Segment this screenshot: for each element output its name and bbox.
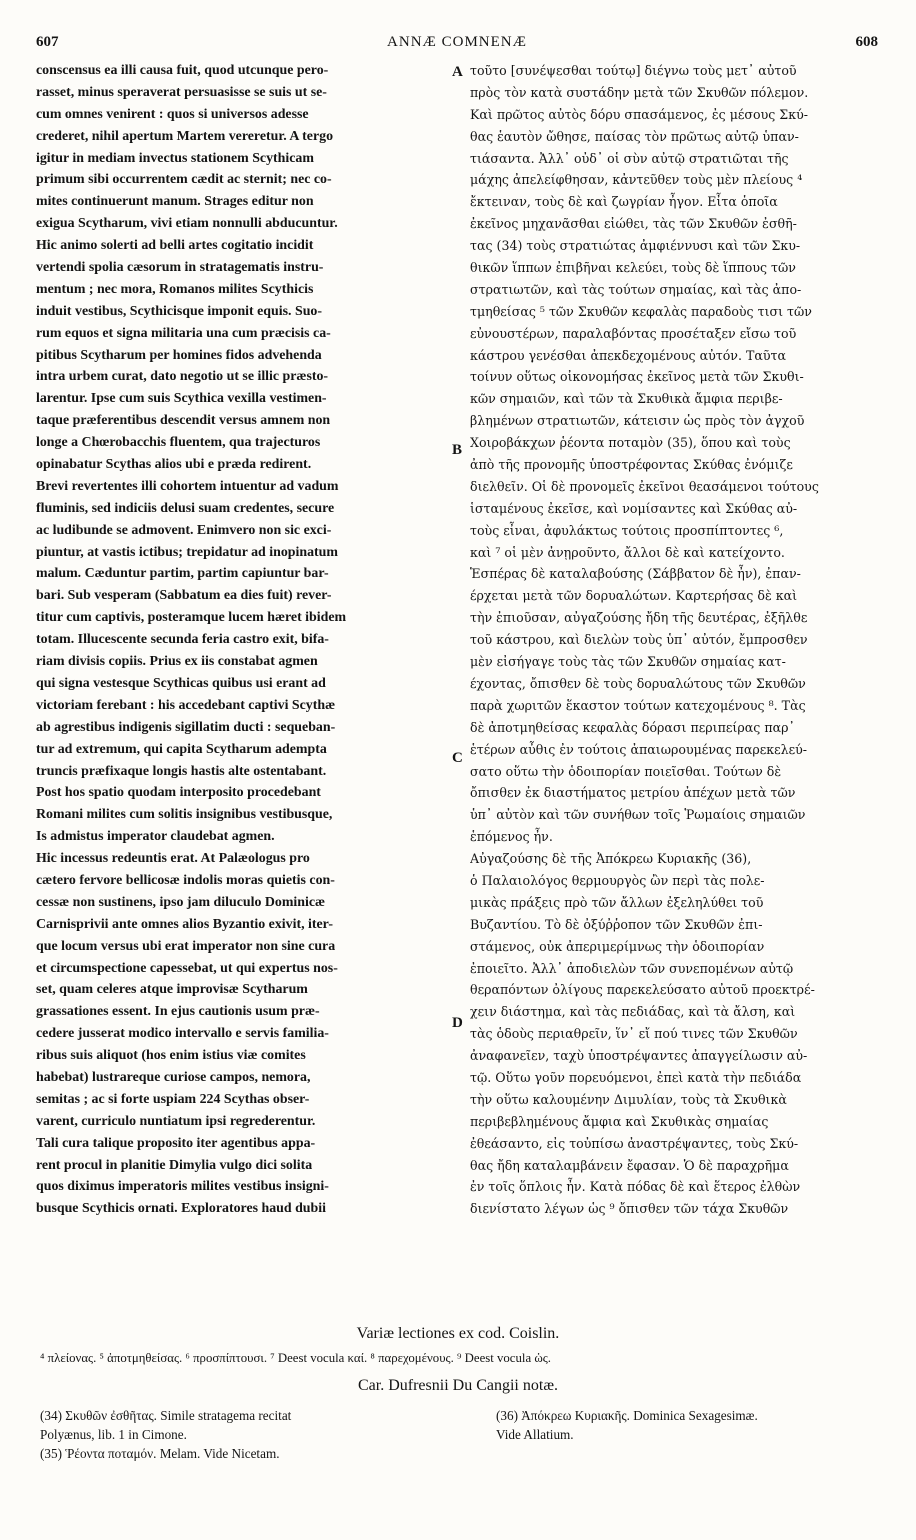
text-line: ἀναφανεῖεν, ταχὺ ὑποστρέψαντες ἀπαγγείλωσιν αὐ- bbox=[470, 1048, 808, 1064]
margin-letter-d: D bbox=[452, 1015, 463, 1031]
text-line: qui signa vestesque Scythicas quibus usi erant ad bbox=[36, 675, 326, 691]
text-line: rent procul in planitie Dimylia vulgo dici solita bbox=[36, 1157, 313, 1173]
note-line: (36) Ἀπόκρεω Κυριακῆς. Dominica Sexagesimæ. bbox=[496, 1408, 758, 1423]
text-line: fluminis, sed indiciis delusi suam credentes, secure bbox=[36, 500, 335, 516]
text-line: σατο οὕτω τὴν ὁδοιπορίαν ποιεῖσθαι. Τούτων δὲ bbox=[470, 763, 782, 779]
text-line: Carnisprivii ante omnes alios Byzantio exivit, iter- bbox=[36, 916, 333, 932]
text-line: μὲν εἰσήγαγε τοὺς τὰς τῶν Σκυθῶν σημαίας κατ- bbox=[470, 654, 786, 670]
margin-letter-a: A bbox=[452, 64, 463, 80]
text-line: Brevi revertentes illi cohortem intuentur ad vadum bbox=[36, 478, 339, 494]
variant-readings-text: ⁴ πλείονας. ⁵ ἀποτμηθείσας. ⁶ προσπίπτουσι. ⁷ Deest vocula καί. ⁸ παρεχομένους. ⁹ Deest vocula ὡς. bbox=[40, 1351, 552, 1365]
text-line: ribus suis aliquot (hos enim istius viæ comites bbox=[36, 1048, 306, 1064]
text-line: riam divisis copiis. Prius ex iis constabat agmen bbox=[36, 654, 318, 670]
text-line: Hic incessus redeuntis erat. At Palæologus pro bbox=[36, 851, 310, 867]
text-line: et circumspectione capessebat, ut qui expertus nos- bbox=[36, 960, 338, 976]
text-line: κάστρου γενέσθαι ἀπεκδεχομένους αὐτόν. Ταῦτα bbox=[470, 347, 786, 363]
text-line: malum. Cæduntur partim, partim capiuntur bar- bbox=[36, 566, 329, 582]
text-line: διενίστατο λέγων ὡς ⁹ ὄπισθεν τῶν τάχα Σκυθῶν bbox=[470, 1201, 789, 1217]
text-line: τοὺς εἶναι, ἀφυλάκτως τούτοις προσπίπτοντες ⁶, bbox=[470, 522, 784, 538]
text-line: τοῦ κάστρου, καὶ διελὼν τοὺς ὑπ᾽ αὐτόν, ἔμπροσθεν bbox=[470, 632, 808, 648]
text-line: bari. Sub vesperam (Sabbatum ea dies fuit) rever- bbox=[36, 588, 332, 604]
text-line: τῷ. Οὕτω γοῦν πορευόμενοι, ἐπεὶ κατὰ τὴν πεδιάδα bbox=[470, 1069, 802, 1085]
text-line: Αὐγαζούσης δὲ τῆς Ἀπόκρεω Κυριακῆς (36), bbox=[470, 851, 752, 867]
notes-heading: Car. Dufresnii Du Cangii notæ. bbox=[358, 1377, 558, 1394]
running-title: ANNÆ COMNENÆ bbox=[387, 34, 527, 50]
text-line: πρὸς τὸν κατὰ συστάδην μετὰ τῶν Σκυθῶν πόλεμον. bbox=[470, 84, 809, 100]
text-line: τοίνυν οὕτως οἰκονομήσας ἐκεῖνος μετὰ τῶν Σκυθι- bbox=[470, 369, 804, 385]
text-line: έρχεται μετὰ τῶν δορυαλώτων. Καρτερήσας δὲ καὶ bbox=[470, 588, 798, 604]
text-line: ἐκεῖνος μηχανᾶσθαι εἰώθει, τὰς τῶν Σκυθῶν ἐσθῆ- bbox=[470, 216, 797, 232]
notes-right bbox=[496, 1406, 886, 1444]
text-line: titur cum captivis, posteramque lucem hæret ibidem bbox=[36, 610, 347, 626]
text-line: θας ἑαυτὸν ὤθησε, παίσας τὸν πρῶτως αὐτῷ ὑπαν- bbox=[470, 128, 799, 144]
text-line: χειν διάστημα, καὶ τὰς πεδιάδας, καὶ τὰ ἄλση, καὶ bbox=[470, 1004, 796, 1020]
text-line: cessæ non sustinens, ipso jam diluculo Dominicæ bbox=[36, 894, 326, 910]
text-line: ἐποιεῖτο. Ἀλλ᾽ ἀποδιελὼν τῶν συνεπομένων αὐτῷ bbox=[470, 960, 794, 976]
running-header bbox=[36, 34, 878, 56]
note-line: Vide Allatium. bbox=[496, 1427, 574, 1442]
margin-letter-c: C bbox=[452, 750, 463, 766]
text-line: cum omnes venirent : quos si universos adesse bbox=[36, 106, 309, 122]
text-line: rasset, minus speraverat persuasisse se suis ut se- bbox=[36, 84, 327, 100]
text-line: ὄπισθεν ἐκ διαστήματος μετρίου ἀπέχων μετὰ τῶν bbox=[470, 785, 796, 801]
text-line: βλημένων στρατιωτῶν, κάτεισιν ὡς πρὸς τὸν ἀγχοῦ bbox=[470, 413, 805, 429]
text-line: intra urbem curat, dato negotio ut se illic præsto- bbox=[36, 369, 329, 385]
text-line: Tali cura talique proposito iter agentibus appa- bbox=[36, 1135, 316, 1151]
text-line: set, quam celeres atque improvisæ Scytharum bbox=[36, 982, 308, 998]
text-line: ἔκτειναν, τοὺς δὲ καὶ ζωγρίαν ἦγον. Εἶτα ὁποῖα bbox=[470, 194, 778, 210]
text-line: ἱσταμένους ἐκεῖσε, καὶ νομίσαντες καὶ Σκύθας αὐ- bbox=[470, 500, 798, 516]
text-line: grassationes essent. In ejus cautionis usum præ- bbox=[36, 1004, 320, 1020]
text-line: exigua Scytharum, vivi etiam nonnulli abducuntur. bbox=[36, 216, 338, 232]
text-line: totam. Illucescente secunda feria castro exit, bifa- bbox=[36, 632, 329, 648]
text-line: mites continuerunt manum. Strages editur non bbox=[36, 194, 314, 210]
page-number-right: 608 bbox=[855, 34, 878, 50]
text-line: παρὰ χωριτῶν ἕκαστον τούτων κατεχομένους ⁸. Τὰς bbox=[470, 697, 806, 713]
text-line: Καὶ πρῶτος αὐτὸς δόρυ σπασάμενος, ἐς μέσους Σκύ- bbox=[470, 106, 808, 122]
text-line: ac ludibunde se admovent. Enimvero non sic exci- bbox=[36, 522, 332, 538]
text-line: conscensus ea illi causa fuit, quod utcunque pero- bbox=[36, 63, 329, 78]
text-line: opinabatur Scythas alios ubi e præda redirent. bbox=[36, 457, 312, 473]
text-line: ἑπόμενος ἦν. bbox=[470, 829, 553, 845]
text-line: Ἑσπέρας δὲ καταλαβούσης (Σάββατον δὲ ἦν), ἐπαν- bbox=[470, 566, 801, 582]
margin-letter-b: B bbox=[452, 442, 463, 458]
text-line: longe a Chœrobacchis fluentem, qua trajecturos bbox=[36, 435, 321, 451]
text-line: cedere jusserat modico intervallo e servis familia- bbox=[36, 1026, 329, 1042]
page-number-left: 607 bbox=[36, 34, 59, 50]
note-line: (35) Ῥέοντα ποταμόν. Melam. Vide Nicetam. bbox=[40, 1446, 280, 1461]
text-line: primum sibi occurrentem cædit ac sternit; nec co- bbox=[36, 172, 332, 188]
text-line: crederet, nihil apertum Martem vereretur. A tergo bbox=[36, 128, 334, 144]
text-line: ἐθεάσαντο, εἰς τοὐπίσω ἀναστρέψαντες, τοὺς Σκύ- bbox=[470, 1135, 799, 1151]
text-line: mentum ; nec mora, Romanos milites Scythicis bbox=[36, 281, 314, 297]
note-line: Polyænus, lib. 1 in Cimone. bbox=[40, 1427, 187, 1442]
text-line: ἀπὸ τῆς προνομῆς ὑποστρέφοντας Σκύθας ἐνόμιζε bbox=[470, 457, 793, 473]
text-line: que locum versus ubi erat imperator non sine cura bbox=[36, 938, 336, 954]
notes-left bbox=[40, 1406, 460, 1463]
text-line: semitas ; ac si forte uspiam 224 Scythas obser- bbox=[36, 1091, 310, 1107]
text-line: καὶ ⁷ οἱ μὲν ἀνῃροῦντο, ἄλλοι δὲ καὶ κατείχοντο. bbox=[470, 544, 785, 560]
text-line: Βυζαντίου. Τὸ δὲ ὀξύῤῥοπον τῶν Σκυθῶν ἐπι- bbox=[470, 916, 763, 932]
text-line: δὲ ἀποτμηθείσας κεφαλὰς δόρασι περιπείρας παρ᾽ bbox=[470, 719, 795, 735]
text-line: κῶν σημαιῶν, καὶ τῶν τὰ Σκυθικὰ ἄμφια περιβε- bbox=[470, 391, 783, 407]
text-line: μικὰς πράξεις πρὸ τῶν ἄλλων ἐξεληλύθει τοῦ bbox=[470, 894, 764, 910]
text-line: ab agrestibus indigenis sigillatim ducti : sequeban- bbox=[36, 719, 336, 735]
text-line: τας (34) τοὺς στρατιώτας ἀμφιέννυσι καὶ τῶν Σκυ- bbox=[470, 238, 801, 254]
text-line: τὰς ὁδοὺς περιαθρεῖν, ἵν᾽ εἴ πού τινες τῶν Σκυθῶν bbox=[470, 1026, 798, 1042]
text-line: τὴν ἐπιοῦσαν, αὐγαζούσης ἤδη τῆς δευτέρας, ἐξῆλθε bbox=[470, 610, 808, 626]
latin-column bbox=[36, 60, 448, 1220]
text-line: Is admistus imperator claudebat agmen. bbox=[36, 829, 275, 845]
text-line: Hic animo solerti ad belli artes cogitatio incidit bbox=[36, 238, 314, 254]
text-line: διελθεῖν. Οἱ δὲ προνομεῖς ἐκεῖνοι θεασάμενοι τούτους bbox=[470, 478, 819, 494]
text-line: piuntur, at vastis ictibus; trepidatur ad inopinatum bbox=[36, 544, 338, 560]
text-line: truncis præfixaque longis hastis alte ostentabant. bbox=[36, 763, 327, 779]
text-line: στρατιωτῶν, καὶ τὰς τούτων σημαίας, καὶ τὰς ἀπο- bbox=[470, 281, 802, 297]
text-line: θας ἤδη καταλαμβάνειν ἔφασαν. Ὁ δὲ παραχρῆμα bbox=[470, 1157, 789, 1173]
text-line: ὑπ᾽ αὐτὸν καὶ τῶν συνήθων τοῖς Ῥωμαίοις σημαιῶν bbox=[470, 807, 806, 823]
text-line: cætero fervore bellicosæ indolis moras quietis con- bbox=[36, 872, 335, 888]
text-line: θεραπόντων ὀλίγους παρεκελεύσατο αὐτοῦ προεκτρέ- bbox=[470, 982, 815, 998]
text-line: τιάσαντα. Ἀλλ᾽ οὐδ᾽ οἱ σὺν αὐτῷ στρατιῶται τῆς bbox=[470, 150, 789, 166]
text-line: τμηθείσας ⁵ τῶν Σκυθῶν κεφαλὰς παραδοὺς τισι τῶν bbox=[470, 303, 812, 319]
text-line: taque præferentibus descendit versus amnem non bbox=[36, 413, 331, 429]
text-line: habebat) lustrareque curiose campos, nemora, bbox=[36, 1069, 311, 1085]
text-line: quos diximus imperatoris milites vestibus insigni- bbox=[36, 1179, 329, 1195]
variant-readings-heading: Variæ lectiones ex cod. Coislin. bbox=[356, 1325, 560, 1342]
text-line: Post hos spatio quodam interposito procedebant bbox=[36, 785, 321, 801]
text-line: vertendi spolia cæsorum in stratagematis instru- bbox=[36, 260, 324, 276]
text-line: έχοντας, ὄπισθεν δὲ τοὺς δορυαλώτους τῶν Σκυθῶν bbox=[470, 675, 806, 691]
text-line: busque Scythicis ornati. Exploratores haud dubii bbox=[36, 1201, 326, 1217]
text-line: τοῦτο [συνέψεσθαι τούτῳ] διέγνω τοὺς μετ᾽ αὐτοῦ bbox=[470, 63, 797, 78]
text-line: larentur. Ipse cum suis Scythica vexilla vestimen- bbox=[36, 391, 327, 407]
text-line: στάμενος, οὐκ ἀπεριμερίμνως τὴν ὁδοιπορίαν bbox=[470, 938, 765, 954]
text-line: varent, curriculo nuntiatum ipsi regrederentur. bbox=[36, 1113, 316, 1129]
text-line: θικῶν ἵππων ἐπιβῆναι κελεύει, τοὺς δὲ ἵππους τῶν bbox=[470, 260, 796, 276]
text-line: ἐν τοῖς ὅπλοις ἦν. Κατὰ πόδας δὲ καὶ ἕτερος ἐλθὼν bbox=[470, 1179, 801, 1195]
text-line: περιβεβλημένους ἄμφια καὶ Σκυθικὰς σημαίας bbox=[470, 1113, 769, 1129]
text-line: tur ad extremum, qui capita Scytharum adempta bbox=[36, 741, 327, 757]
greek-column bbox=[470, 60, 878, 1220]
note-line: (34) Σκυθῶν ἐσθῆτας. Simile stratagema recitat bbox=[40, 1408, 292, 1423]
text-line: pitibus Scytharum per homines fidos advehenda bbox=[36, 347, 322, 363]
text-line: εὐνουστέρων, παραλαβόντας προσέταξεν εἴσω τοῦ bbox=[470, 325, 797, 341]
text-line: τὴν οὕτω καλουμένην Διμυλίαν, τοὺς τὰ Σκυθικὰ bbox=[470, 1091, 787, 1107]
text-line: ἑτέρων αὖθις ἐν τούτοις ἀπαιωρουμένας παρεκελεύ- bbox=[470, 741, 808, 757]
text-line: igitur in mediam invectus stationem Scythicam bbox=[36, 150, 314, 166]
text-line: Romani milites cum solitis insignibus vestibusque, bbox=[36, 807, 333, 823]
text-line: μάχης ἀπελείφθησαν, κἀντεῦθεν τοὺς μὲν πλείους ⁴ bbox=[470, 172, 803, 188]
text-line: victoriam ferebant : his accedebant captivi Scythæ bbox=[36, 697, 336, 713]
text-line: ὁ Παλαιολόγος θερμουργὸς ὢν περὶ τὰς πολε- bbox=[470, 872, 765, 888]
text-line: rum equos et signa militaria una cum præcisis ca- bbox=[36, 325, 331, 341]
text-line: Χοιροβάκχων ῥέοντα ποταμὸν (35), ὅπου καὶ τοὺς bbox=[470, 435, 791, 451]
text-line: induit vestibus, Scythicisque imponit equis. Suo- bbox=[36, 303, 322, 319]
